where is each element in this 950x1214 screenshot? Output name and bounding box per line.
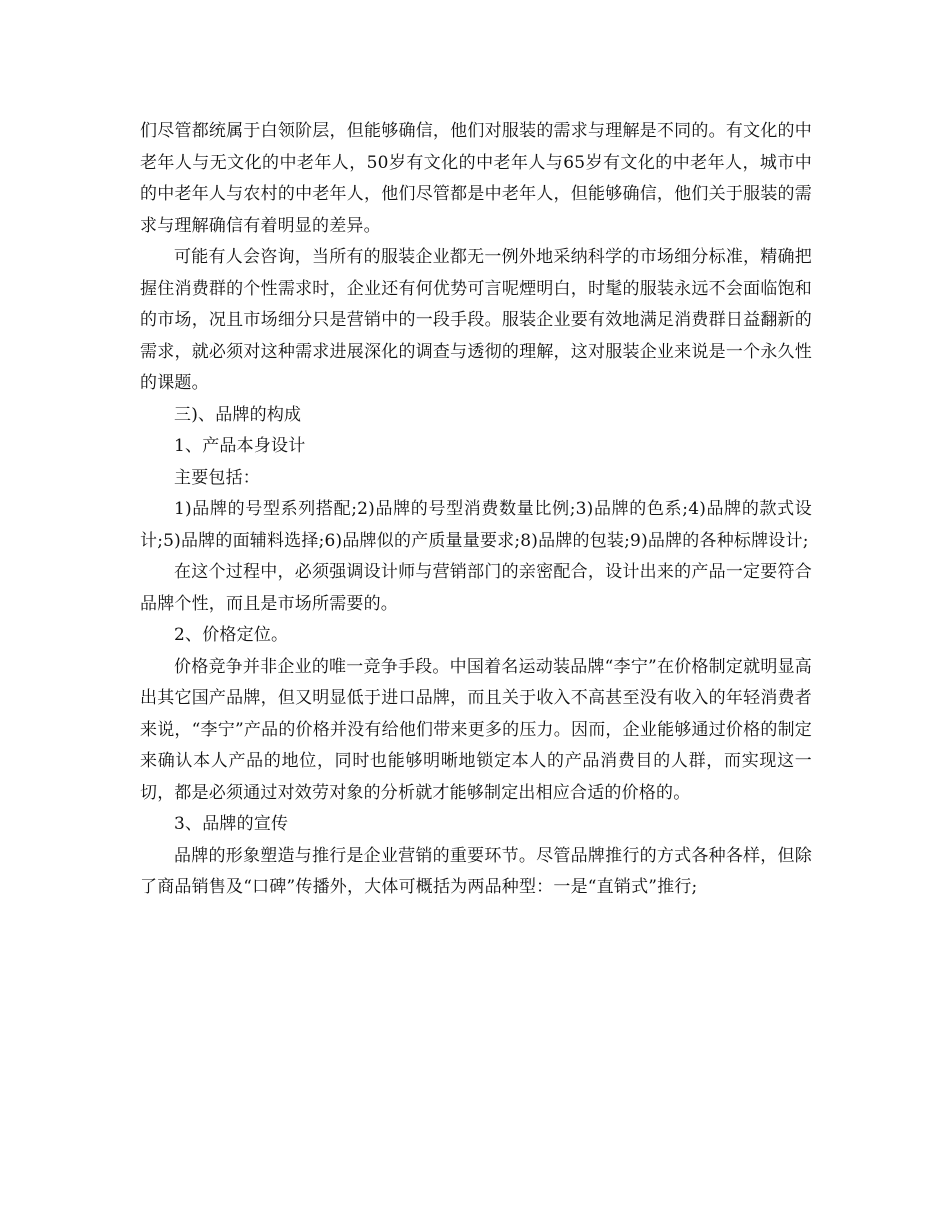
- section-heading-brand-composition: 三)、品牌的构成: [174, 404, 302, 425]
- subheading-product-design: 1、产品本身设计: [174, 436, 306, 456]
- paragraph-price-competition: 价格竞争并非企业的唯一竞争手段。中国着名运动装品牌“李宁”在价格制定就明显高出其它国产品牌，但又明显低于进口品牌，而且关于收入不高甚至没有收入的年轻消费者来说，“李宁”产品的价格并没有给他们带来更多的压力。因而，企业能够通过价格的制定来确认本人产品的地位，同时也能够明晰地锁定本人的产品消费目的人群，而实现这一切，都是必须通过对效劳对象的分析就才能够制定出相应合适的价格的。: [140, 656, 812, 803]
- subheading-price-positioning: 2、价格定位。: [174, 625, 289, 645]
- label-main-includes: 主要包括：: [174, 467, 260, 488]
- subheading-brand-promotion: 3、品牌的宣传: [174, 814, 289, 834]
- paragraph-brand-image: 品牌的形象塑造与推行是企业营销的重要环节。尽管品牌推行的方式各种各样，但除了商品销售及“口碑”传播外，大体可概括为两品种型：一是“直销式”推行;: [140, 845, 812, 897]
- paragraph-designer-cooperation: 在这个过程中，必须强调设计师与营销部门的亲密配合，设计出来的产品一定要符合品牌个性，而且是市场所需要的。: [140, 562, 812, 614]
- paragraph-continuation: 们尽管都统属于白领阶层，但能够确信，他们对服装的需求与理解是不同的。有文化的中老年人与无文化的中老年人，50岁有文化的中老年人与65岁有文化的中老年人，城市中的中老年人与农村的中老年人，他们尽管都是中老年人，但能够确信，他们关于服装的需求与理解确信有着明显的差异。: [140, 121, 812, 236]
- paragraph-market-segmentation: 可能有人会咨询，当所有的服装企业都无一例外地采纳科学的市场细分标准，精确把握住消费群的个性需求时，企业还有何优势可言呢煙明白，时髦的服装永远不会面临饱和的市场，况且市场细分只是营销中的一段手段。服装企业要有效地满足消费群日益翻新的需求，就必须对这种需求进展深化的调查与透彻的理解，这对服装企业来说是一个永久性的课题。: [140, 247, 812, 393]
- paragraph-design-list: 1)品牌的号型系列搭配;2)品牌的号型消费数量比例;3)品牌的色系;4)品牌的款式设计;5)品牌的面辅料选择;6)品牌似的产质量量要求;8)品牌的包装;9)品牌的各种标牌设计;: [140, 499, 812, 551]
